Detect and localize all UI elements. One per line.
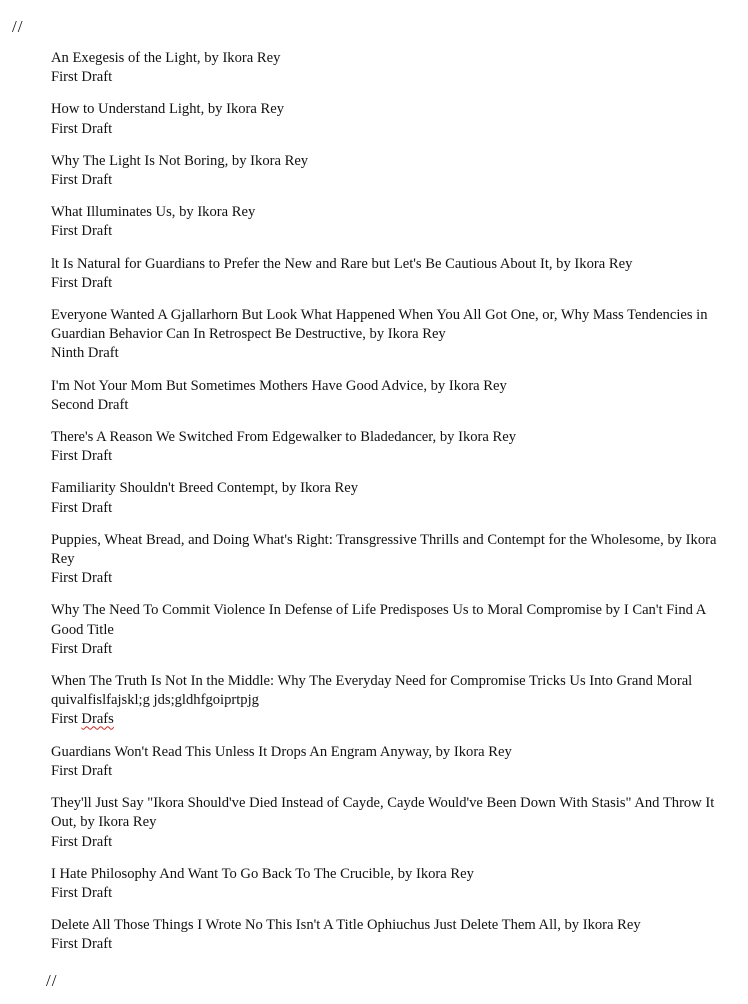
misspelled-word[interactable]: Drafs <box>81 711 114 728</box>
entry-title: An Exegesis of the Light, by Ikora Rey <box>51 50 281 66</box>
entry-status: First Draft <box>51 448 113 465</box>
list-item <box>51 203 717 241</box>
entry-title: lt Is Natural for Guardians to Prefer the New and Rare but Let's Be Cautious About It, by Ikora Rey <box>51 255 633 272</box>
list-item <box>51 152 717 190</box>
entry-title: There's A Reason We Switched From Edgewalker to Bladedancer, by Ikora Rey <box>51 429 517 446</box>
list-item <box>51 601 717 659</box>
entry-title: Why The Need To Commit Violence In Defense of Life Predisposes Us to Moral Compromise by I Can't Find A Good Title <box>51 602 706 638</box>
entry-status: First Draft <box>51 936 113 953</box>
entry-status: First Draft <box>51 172 113 189</box>
list-item <box>51 49 717 87</box>
entry-status: First Draft <box>51 884 113 901</box>
entry-status: Ninth Draft <box>51 345 119 362</box>
entry-status: First Draft <box>51 120 113 137</box>
entry-title: What Illuminates Us, by Ikora Rey <box>51 204 256 221</box>
list-item <box>51 672 717 730</box>
entry-title: Familiarity Shouldn't Breed Contempt, by Ikora Rey <box>51 480 359 497</box>
entry-status: First Draft <box>51 640 113 657</box>
entry-title: Everyone Wanted A Gjallarhorn But Look What Happened When You All Got One, or, Why Mass Tendencies in Guardian Behavior Can In Retrospect Be Destructive, by Ikora Rey <box>51 307 708 343</box>
entry-title: Why The Light Is Not Boring, by Ikora Rey <box>51 152 309 169</box>
entry-status: First Draft <box>51 570 113 587</box>
list-item <box>51 428 717 466</box>
entry-status: First Draft <box>51 833 113 850</box>
entry-title: I Hate Philosophy And Want To Go Back To The Crucible, by Ikora Rey <box>51 865 474 882</box>
entry-status <box>51 710 717 729</box>
draft-list <box>51 49 717 968</box>
entry-status: Second Draft <box>51 396 129 413</box>
list-item <box>51 306 717 364</box>
entry-status: First Draft <box>51 274 113 291</box>
entry-title: They'll Just Say "Ikora Should've Died Instead of Cayde, Cayde Would've Been Down With Stasis" And Throw It Out, by Ikora Rey <box>51 795 715 831</box>
entry-title: When The Truth Is Not In the Middle: Why The Everyday Need for Compromise Tricks Us Into Grand Moral quivalfislfajskl;g jds;gldhfgoiprtpjg <box>51 673 693 709</box>
list-item <box>51 100 717 138</box>
list-item <box>51 916 717 954</box>
entry-title: How to Understand Light, by Ikora Rey <box>51 101 285 118</box>
list-item <box>51 255 717 293</box>
entry-title: Delete All Those Things I Wrote No This Isn't A Title Ophiuchus Just Delete Them All, by Ikora Rey <box>51 917 641 934</box>
entry-status: First Draft <box>51 499 113 516</box>
top-separator: // <box>12 17 24 36</box>
entry-title: I'm Not Your Mom But Sometimes Mothers Have Good Advice, by Ikora Rey <box>51 377 507 394</box>
entry-status: First Draft <box>51 223 113 240</box>
status-prefix: First <box>51 711 82 728</box>
list-item <box>51 531 717 589</box>
list-item <box>51 865 717 903</box>
list-item <box>51 479 717 517</box>
list-item <box>51 377 717 415</box>
entry-title: Puppies, Wheat Bread, and Doing What's Right: Transgressive Thrills and Contempt for the Wholesome, by Ikora Rey <box>51 531 717 568</box>
entry-status: First Draft <box>51 69 113 86</box>
bottom-separator: // <box>46 971 58 990</box>
list-item <box>51 794 717 852</box>
list-item <box>51 743 717 781</box>
entry-title: Guardians Won't Read This Unless It Drops An Engram Anyway, by Ikora Rey <box>51 743 512 760</box>
entry-status: First Draft <box>51 762 113 779</box>
